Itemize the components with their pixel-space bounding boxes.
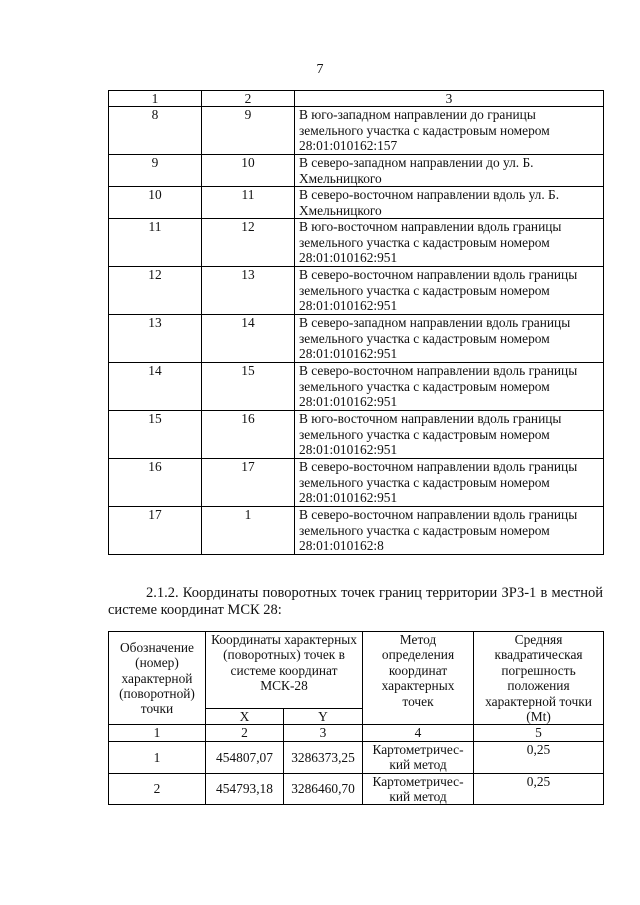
table-header-row <box>109 91 604 107</box>
table-row <box>109 773 604 805</box>
y-header: Y <box>284 709 363 725</box>
table-row <box>109 507 604 555</box>
designation-header: Обозначение (номер) характерной (поворотной) точки <box>109 632 206 725</box>
to-point: 15 <box>202 363 295 411</box>
y-coordinate: 3286460,70 <box>284 773 363 805</box>
to-point: 1 <box>202 507 295 555</box>
column-number: 5 <box>474 725 604 741</box>
to-point: 10 <box>202 155 295 187</box>
column-number: 4 <box>363 725 474 741</box>
page-number: 7 <box>316 62 324 77</box>
column-number: 2 <box>206 725 284 741</box>
table-row <box>109 267 604 315</box>
segment-description: В северо-восточном направлении вдоль границы земельного участка с кадастровым номером 28:01:010162:951 <box>295 267 604 315</box>
table-row <box>109 363 604 411</box>
x-header: X <box>206 709 284 725</box>
from-point: 11 <box>109 219 202 267</box>
from-point: 10 <box>109 187 202 219</box>
column-number: 1 <box>109 725 206 741</box>
coords-header-row <box>109 632 604 709</box>
table-row <box>109 219 604 267</box>
to-point: 11 <box>202 187 295 219</box>
from-point: 16 <box>109 459 202 507</box>
header-cell: 3 <box>295 91 604 107</box>
header-cell: 1 <box>109 91 202 107</box>
point-number: 2 <box>109 773 206 805</box>
to-point: 13 <box>202 267 295 315</box>
segment-description: В северо-восточном направлении вдоль границы земельного участка с кадастровым номером 28:01:010162:8 <box>295 507 604 555</box>
from-point: 14 <box>109 363 202 411</box>
table-row <box>109 187 604 219</box>
table-row <box>109 155 604 187</box>
x-coordinate: 454807,07 <box>206 741 284 773</box>
segment-description: В северо-восточном направлении вдоль границы земельного участка с кадастровым номером 28:01:010162:951 <box>295 363 604 411</box>
to-point: 12 <box>202 219 295 267</box>
y-coordinate: 3286373,25 <box>284 741 363 773</box>
method-header: Метод определения координат характерных точек <box>363 632 474 725</box>
error-cell: 0,25 <box>474 741 604 773</box>
coordinates-header: Координаты характерных (поворотных) точек в системе координат МСК-28 <box>206 632 363 709</box>
from-point: 13 <box>109 315 202 363</box>
from-point: 17 <box>109 507 202 555</box>
to-point: 16 <box>202 411 295 459</box>
method-cell: Картометричес-кий метод <box>363 741 474 773</box>
to-point: 14 <box>202 315 295 363</box>
table-row <box>109 741 604 773</box>
from-point: 9 <box>109 155 202 187</box>
section-paragraph: 2.1.2. Координаты поворотных точек границ территории ЗРЗ-1 в местной системе координат МСК 28: <box>108 585 603 618</box>
table-row <box>109 411 604 459</box>
boundary-segments-table <box>108 90 604 555</box>
from-point: 15 <box>109 411 202 459</box>
segment-description: В северо-восточном направлении вдоль ул. Б. Хмельницкого <box>295 187 604 219</box>
error-header: Средняя квадратическая погрешность положения характерной точки (Mt) <box>474 632 604 725</box>
header-cell: 2 <box>202 91 295 107</box>
table-row <box>109 315 604 363</box>
segment-description: В юго-западном направлении до границы земельного участка с кадастровым номером 28:01:010162:157 <box>295 107 604 155</box>
point-number: 1 <box>109 741 206 773</box>
coordinates-table <box>108 631 604 805</box>
from-point: 8 <box>109 107 202 155</box>
to-point: 17 <box>202 459 295 507</box>
table-row <box>109 107 604 155</box>
x-coordinate: 454793,18 <box>206 773 284 805</box>
segment-description: В юго-восточном направлении вдоль границы земельного участка с кадастровым номером 28:01:010162:951 <box>295 411 604 459</box>
to-point: 9 <box>202 107 295 155</box>
method-cell: Картометричес-кий метод <box>363 773 474 805</box>
segment-description: В северо-западном направлении до ул. Б. Хмельницкого <box>295 155 604 187</box>
error-cell: 0,25 <box>474 773 604 805</box>
column-numbers-row <box>109 725 604 741</box>
segment-description: В северо-западном направлении вдоль границы земельного участка с кадастровым номером 28:01:010162:951 <box>295 315 604 363</box>
from-point: 12 <box>109 267 202 315</box>
column-number: 3 <box>284 725 363 741</box>
segment-description: В северо-восточном направлении вдоль границы земельного участка с кадастровым номером 28:01:010162:951 <box>295 459 604 507</box>
table-row <box>109 459 604 507</box>
segment-description: В юго-восточном направлении вдоль границы земельного участка с кадастровым номером 28:01:010162:951 <box>295 219 604 267</box>
